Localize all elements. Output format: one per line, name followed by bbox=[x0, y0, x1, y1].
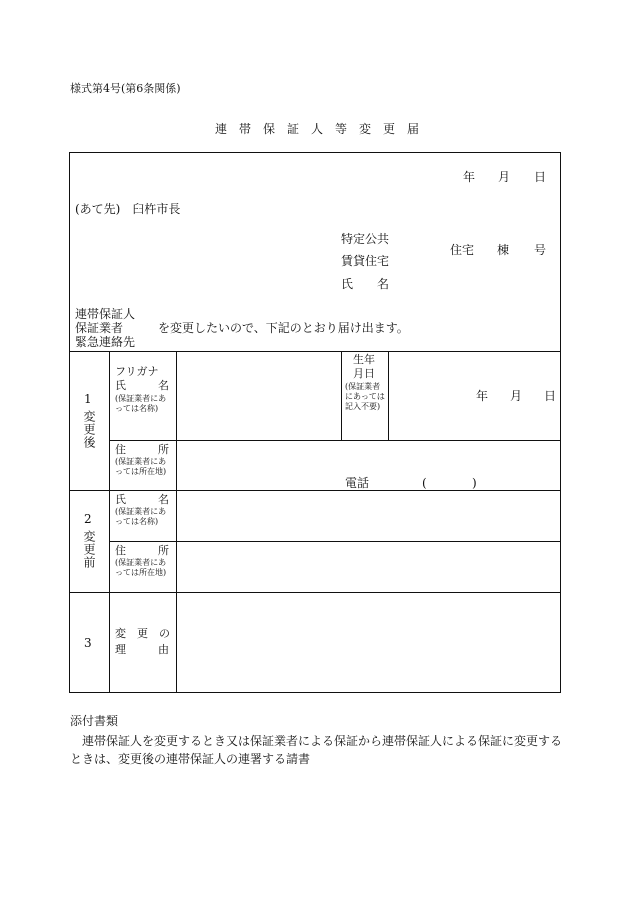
attachment-line2: ときは、変更後の連帯保証人の連署する請書 bbox=[70, 752, 311, 766]
old-address-note: (保証業者にあっては所在地) bbox=[115, 558, 167, 577]
section3-number: 3 bbox=[84, 636, 92, 650]
addressee: (あて先) 臼杵市長 bbox=[75, 202, 181, 216]
phone-label: 電話 bbox=[345, 476, 370, 490]
building-label: 棟 bbox=[497, 243, 510, 257]
old-address-label: 住 所 bbox=[115, 544, 169, 557]
new-name-note: (保証業者にあっては名称) bbox=[115, 394, 167, 413]
section2-number: 2 bbox=[84, 512, 92, 526]
phone-paren-close: ) bbox=[472, 476, 477, 490]
birth-note: (保証業者にあっては記入不要) bbox=[345, 382, 385, 411]
attachment-line1: 連帯保証人を変更するとき又は保証業者による保証から連帯保証人による保証に変更する bbox=[82, 734, 563, 748]
new-name-label: 氏 名 bbox=[115, 379, 169, 392]
date-year: 年 bbox=[463, 170, 476, 184]
birth-month: 月 bbox=[510, 389, 523, 403]
section2-label: 変更前 bbox=[82, 530, 96, 569]
date-day: 日 bbox=[534, 170, 547, 184]
old-name-label: 氏 名 bbox=[115, 493, 169, 506]
new-address-note: (保証業者にあっては所在地) bbox=[115, 457, 167, 476]
type-guarantor: 連帯保証人 bbox=[75, 307, 136, 321]
type-guarantee-company: 保証業者 bbox=[75, 321, 124, 335]
new-address-label: 住 所 bbox=[115, 443, 169, 456]
date-month: 月 bbox=[498, 170, 511, 184]
section1-number: 1 bbox=[84, 392, 92, 406]
section1-label: 変更後 bbox=[82, 410, 96, 449]
reason-label-line1: 変 更 の bbox=[115, 627, 170, 640]
old-name-note: (保証業者にあっては名称) bbox=[115, 507, 167, 526]
type-emergency-contact: 緊急連絡先 bbox=[75, 335, 136, 349]
applicant-name-label: 氏 名 bbox=[341, 277, 390, 291]
housing-type-line2: 賃貸住宅 bbox=[341, 254, 390, 268]
furigana-label: フリガナ bbox=[115, 365, 159, 378]
statement: を変更したいので、下記のとおり届け出ます。 bbox=[158, 321, 409, 335]
unit-number-label: 号 bbox=[534, 243, 547, 257]
housing-type-line1: 特定公共 bbox=[341, 232, 390, 246]
birth-day: 日 bbox=[544, 389, 557, 403]
birth-year: 年 bbox=[476, 389, 489, 403]
phone-paren-open: ( bbox=[422, 476, 427, 490]
attachment-heading: 添付書類 bbox=[70, 714, 119, 728]
residence-label: 住宅 bbox=[450, 243, 475, 257]
birth-label-line2: 月日 bbox=[353, 367, 375, 380]
reason-label-line2: 理 由 bbox=[115, 643, 169, 656]
birth-label-line1: 生年 bbox=[353, 353, 375, 366]
form-number: 様式第4号(第6条関係) bbox=[70, 82, 181, 95]
page-title: 連帯保証人等変更届 bbox=[215, 122, 432, 136]
